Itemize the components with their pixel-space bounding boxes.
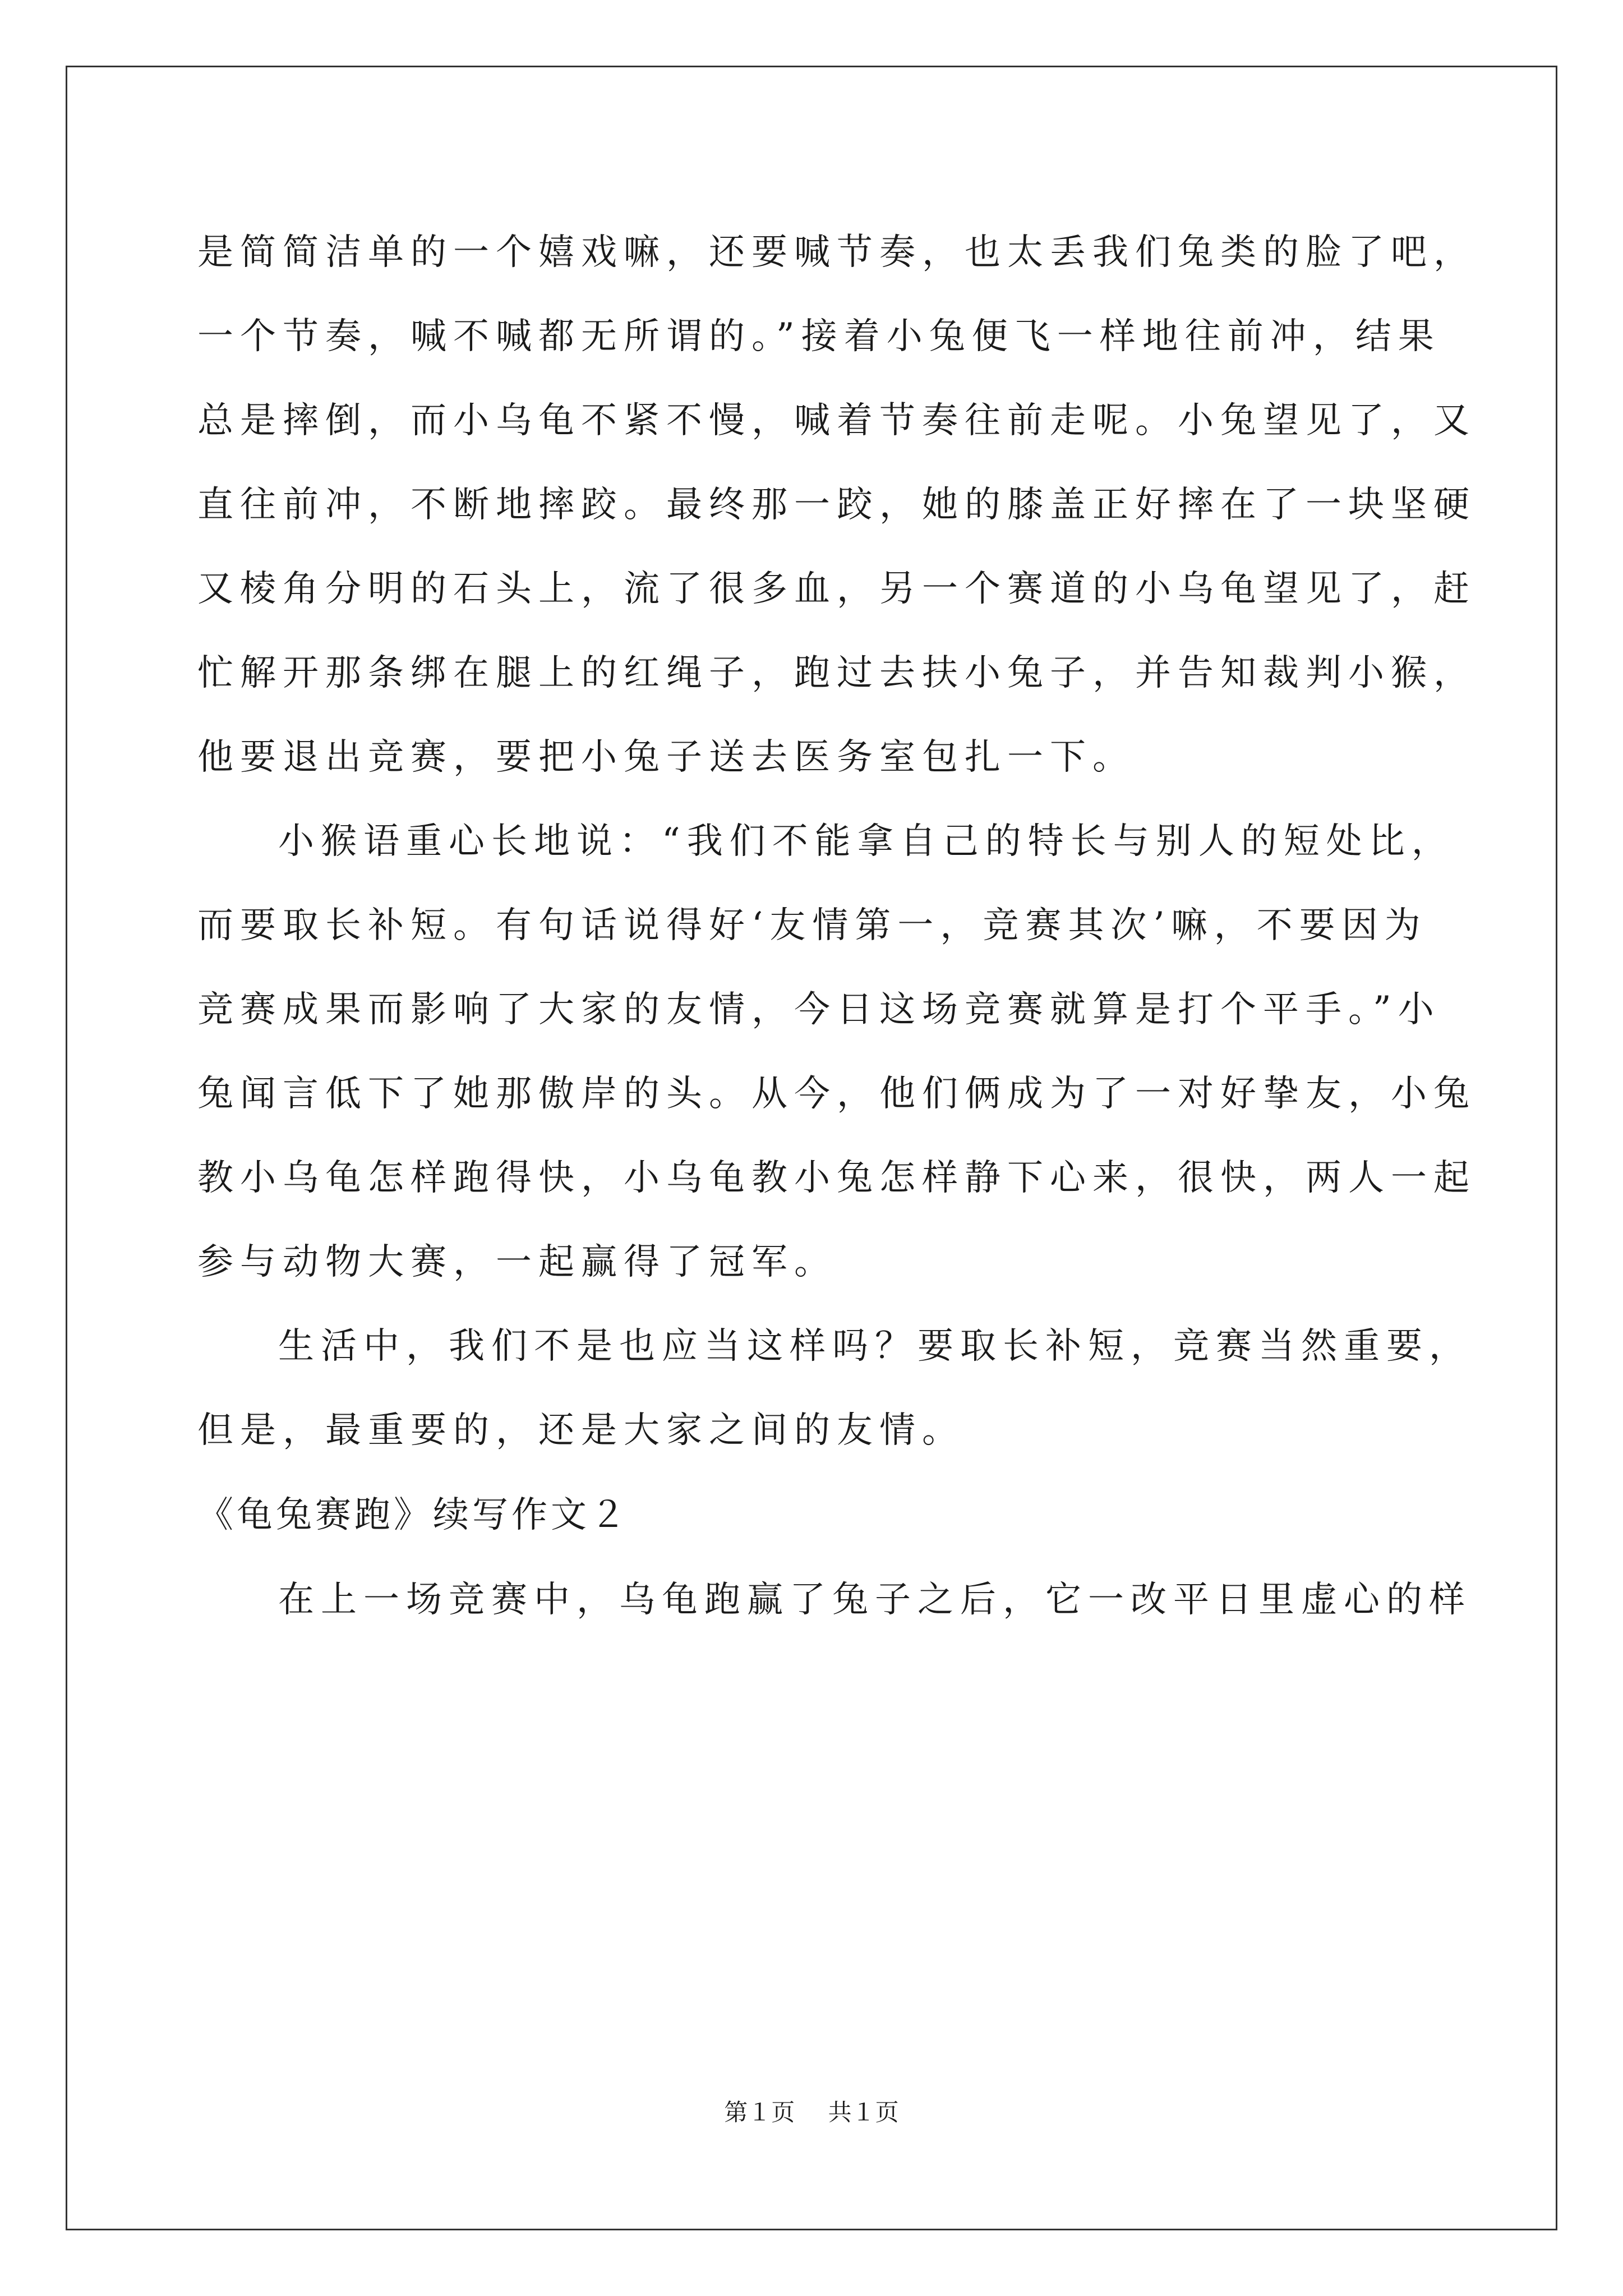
text-line: 是简简洁单的一个嬉戏嘛，还要喊节奏，也太丢我们兔类的脸了吧， <box>197 232 1476 273</box>
text-line: 生活中，我们不是也应当这样吗？要取长补短，竞赛当然重要， <box>278 1326 1472 1367</box>
text-line: 在上一场竞赛中，乌龟跑赢了兔子之后，它一改平日里虚心的样 <box>278 1579 1472 1621</box>
text-line: 兔闻言低下了她那傲岸的头。从今，他们俩成为了一对好挚友，小兔 <box>197 1073 1476 1115</box>
section-heading: 《龟兔赛跑》续写作文２ <box>197 1494 629 1536</box>
text-line: 小猴语重心长地说：“我们不能拿自己的特长与别人的短处比， <box>278 821 1454 862</box>
paragraph-1 <box>197 210 1476 799</box>
page-number-total: 共１页 <box>828 2099 899 2126</box>
text-line: 一个节奏，喊不喊都无所谓的。”接着小兔便飞一样地往前冲，结果 <box>197 316 1441 357</box>
text-line: 直往前冲，不断地摔跤。最终那一跤，她的膝盖正好摔在了一块坚硬 <box>197 484 1476 526</box>
text-line: 而要取长补短。有句话说得好‘友情第一，竞赛其次’嘛，不要因为 <box>197 905 1427 946</box>
document-body <box>197 210 1476 1642</box>
text-line: 他要退出竞赛，要把小兔子送去医务室包扎一下。 <box>197 737 1135 778</box>
paragraph-3 <box>197 1304 1472 1473</box>
text-line: 又棱角分明的石头上，流了很多血，另一个赛道的小乌龟望见了，赶 <box>197 568 1476 610</box>
text-line: 竞赛成果而影响了大家的友情，今日这场竞赛就算是打个平手。”小 <box>197 989 1441 1030</box>
page-footer <box>0 2094 1623 2128</box>
paragraph-4 <box>197 1558 1472 1642</box>
text-line: 参与动物大赛，一起赢得了冠军。 <box>197 1241 837 1283</box>
text-line: 忙解开那条绑在腿上的红绳子，跑过去扶小兔子，并告知裁判小猴， <box>197 652 1476 694</box>
text-line: 教小乌龟怎样跑得快，小乌龟教小兔怎样静下心来，很快，两人一起 <box>197 1157 1476 1199</box>
text-line: 总是摔倒，而小乌龟不紧不慢，喊着节奏往前走呢。小兔望见了，又 <box>197 400 1476 441</box>
paragraph-2 <box>197 799 1476 1304</box>
page-number-current: 第１页 <box>724 2099 795 2126</box>
text-line: 但是，最重要的，还是大家之间的友情。 <box>197 1410 965 1451</box>
